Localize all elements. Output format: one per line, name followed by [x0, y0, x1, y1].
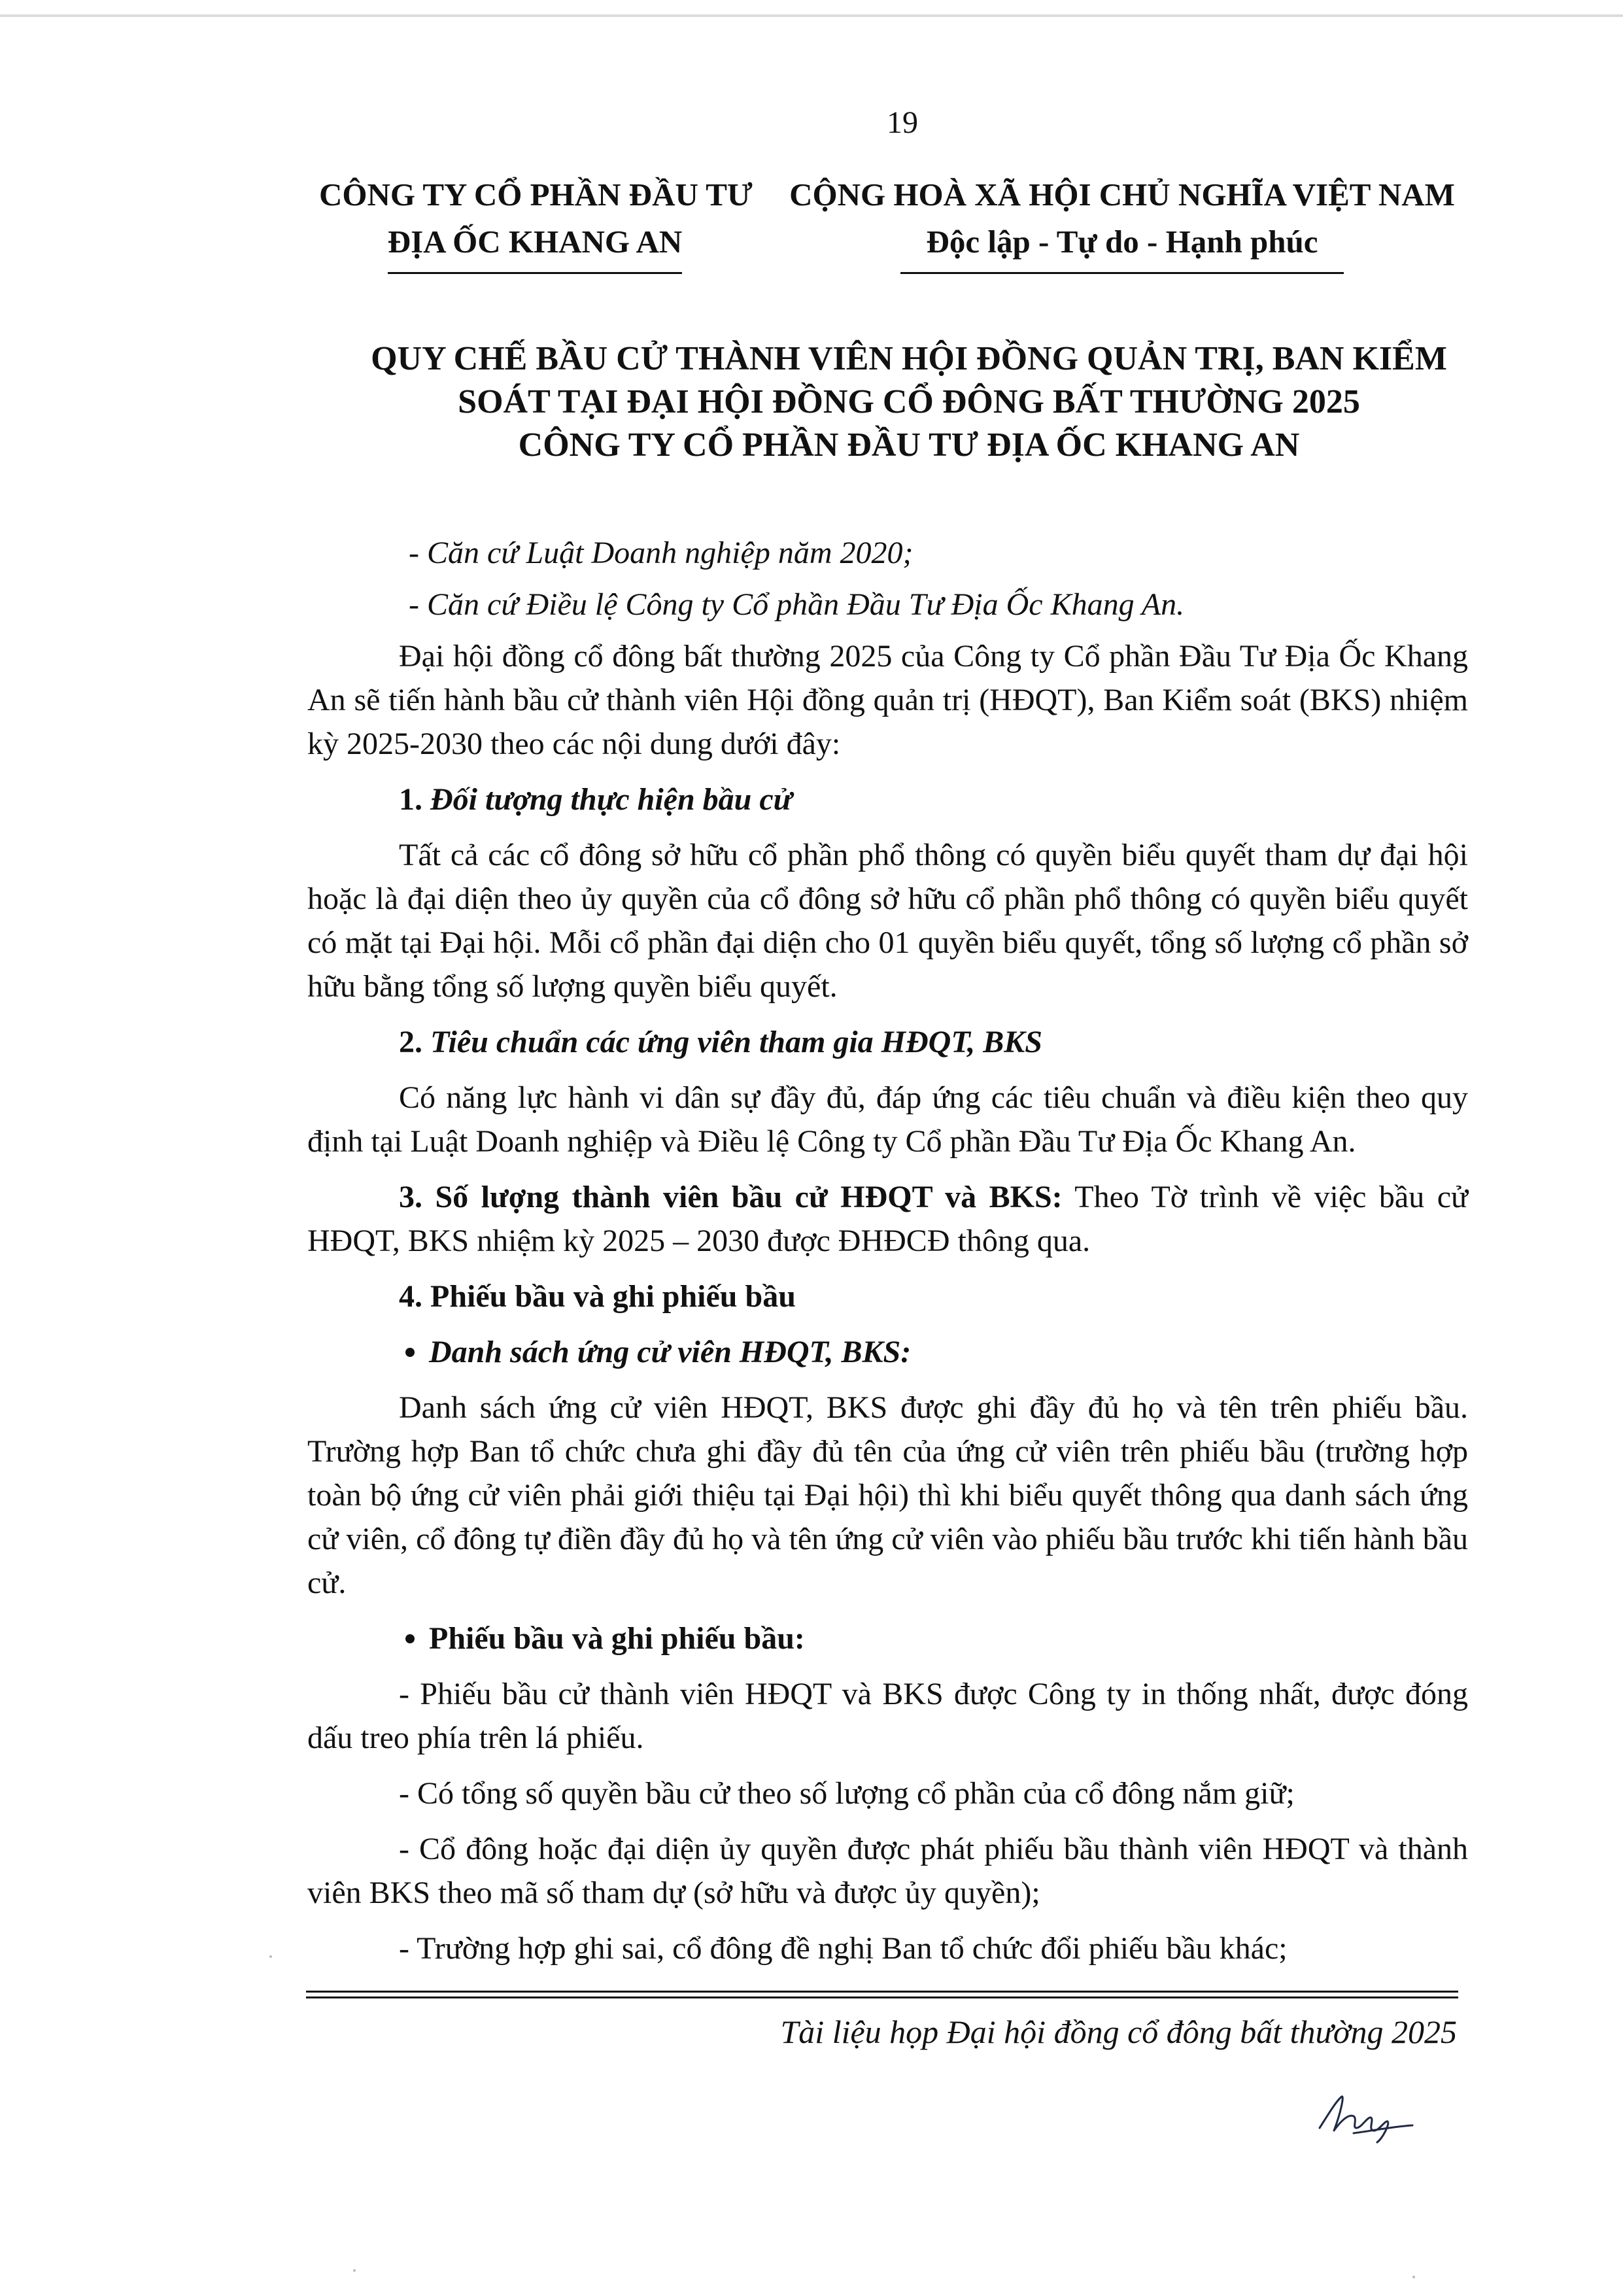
ballot-item-3: - Cổ đông hoặc đại diện ủy quyền được phát phiếu bầu thành viên HĐQT và thành viên BKS theo mã số tham dự (sở hữu và được ủy quyền);: [307, 1832, 1468, 1910]
footer-text: Tài liệu họp Đại hội đồng cổ đông bất thường 2025: [780, 2013, 1457, 2050]
document-title: [281, 337, 1537, 467]
candidate-list-text: Danh sách ứng cử viên HĐQT, BKS được ghi đầy đủ họ và tên trên phiếu bầu. Trường hợp Ban tổ chức chưa ghi đầy đủ tên của ứng cử viên trên phiếu bầu (trường hợp toàn bộ ứng cử viên phải giới thiệu tại Đại hội) thì khi biểu quyết thông qua danh sách ứng cử viên, cổ đông tự điền đầy đủ họ và tên ứng cử viên vào phiếu bầu trước khi tiến hành bầu cử.: [307, 1390, 1468, 1600]
document-body: [307, 531, 1468, 1982]
section-3-text: Theo Tờ trình về việc bầu cử HĐQT, BKS nhiệm kỳ 2025 – 2030 được ĐHĐCĐ thông qua.: [307, 1180, 1469, 1258]
ballot-title: Phiếu bầu và ghi phiếu bầu:: [429, 1621, 805, 1656]
section-4-number: 4.: [399, 1279, 430, 1314]
section-1-heading: [307, 778, 1468, 821]
initials-signature: [1314, 2087, 1419, 2146]
section-1-text: Tất cả các cổ đông sở hữu cổ phần phổ thông có quyền biểu quyết tham dự đại hội hoặc là đại diện theo ủy quyền của cổ đông sở hữu cổ phần phổ thông có quyền biểu quyết có mặt tại Đại hội. Mỗi cổ phần đại diện cho 01 quyền biểu quyết, tổng số lượng cổ phần sở hữu bằng tổng số lượng quyền biểu quyết.: [307, 838, 1468, 1004]
title-line1: QUY CHẾ BẦU CỬ THÀNH VIÊN HỘI ĐỒNG QUẢN TRỊ, BAN KIỂM: [371, 340, 1447, 377]
footer-rule-top: [306, 1991, 1458, 1993]
ballot-item-4: - Trường hợp ghi sai, cổ đông đề nghị Ban tổ chức đổi phiếu bầu khác;: [399, 1931, 1288, 1966]
scan-speck: [353, 2269, 356, 2272]
bullet-dot-icon: [405, 1348, 415, 1357]
bullet-dot-icon: [405, 1634, 415, 1643]
scan-edge-line: [0, 14, 1623, 17]
title-line2: SOÁT TẠI ĐẠI HỘI ĐỒNG CỔ ĐÔNG BẤT THƯỜNG 2025: [458, 383, 1360, 420]
section-2-title: Tiêu chuẩn các ứng viên tham gia HĐQT, BKS: [430, 1025, 1042, 1059]
ballot-item-2: - Có tổng số quyền bầu cử theo số lượng cổ phần của cổ đông nắm giữ;: [399, 1776, 1295, 1811]
intro-paragraph: Đại hội đồng cổ đông bất thường 2025 của Công ty Cổ phần Đầu Tư Địa Ốc Khang An sẽ tiến hành bầu cử thành viên Hội đồng quản trị (HĐQT), Ban Kiểm soát (BKS) nhiệm kỳ 2025-2030 theo các nội dung dưới đây:: [307, 639, 1468, 761]
section-1-number: 1.: [399, 782, 430, 817]
legal-basis-2: - Căn cứ Điều lệ Công ty Cổ phần Đầu Tư Địa Ốc Khang An.: [409, 587, 1185, 622]
company-name-line1: CÔNG TY CỔ PHẦN ĐẦU TƯ: [319, 177, 753, 213]
scan-speck: [1412, 2276, 1415, 2278]
national-header: [782, 171, 1462, 274]
ballot-item-1: - Phiếu bầu cử thành viên HĐQT và BKS được Công ty in thống nhất, được đóng dấu treo phía trên lá phiếu.: [307, 1677, 1468, 1755]
section-4-heading: [307, 1275, 1468, 1318]
page-number: 19: [887, 105, 918, 140]
footer-rule-bottom: [306, 1996, 1458, 1998]
section-1-title: Đối tượng thực hiện bầu cử: [430, 782, 793, 817]
section-2-heading: [307, 1020, 1468, 1064]
section-4-title: Phiếu bầu và ghi phiếu bầu: [430, 1279, 796, 1314]
section-2-text: Có năng lực hành vi dân sự đầy đủ, đáp ứng các tiêu chuẩn và điều kiện theo quy định tại Luật Doanh nghiệp và Điều lệ Công ty Cổ phần Đầu Tư Địa Ốc Khang An.: [307, 1080, 1468, 1159]
title-line3: CÔNG TY CỔ PHẦN ĐẦU TƯ ĐỊA ỐC KHANG AN: [518, 426, 1300, 464]
ballot-bullet: [307, 1617, 1468, 1660]
candidate-list-bullet: [307, 1330, 1468, 1374]
company-name-line2: ĐỊA ỐC KHANG AN: [388, 218, 683, 274]
national-motto: Độc lập - Tự do - Hạnh phúc: [900, 218, 1344, 274]
legal-basis-1: - Căn cứ Luật Doanh nghiệp năm 2020;: [409, 536, 914, 570]
company-header: [319, 171, 751, 274]
section-3-paragraph: [307, 1175, 1468, 1263]
national-title: CỘNG HOÀ XÃ HỘI CHỦ NGHĨA VIỆT NAM: [789, 177, 1455, 213]
section-3-title: 3. Số lượng thành viên bầu cử HĐQT và BKS:: [399, 1180, 1063, 1214]
section-2-number: 2.: [399, 1025, 430, 1059]
scan-speck: [269, 1955, 272, 1958]
candidate-list-title: Danh sách ứng cử viên HĐQT, BKS:: [429, 1335, 912, 1369]
